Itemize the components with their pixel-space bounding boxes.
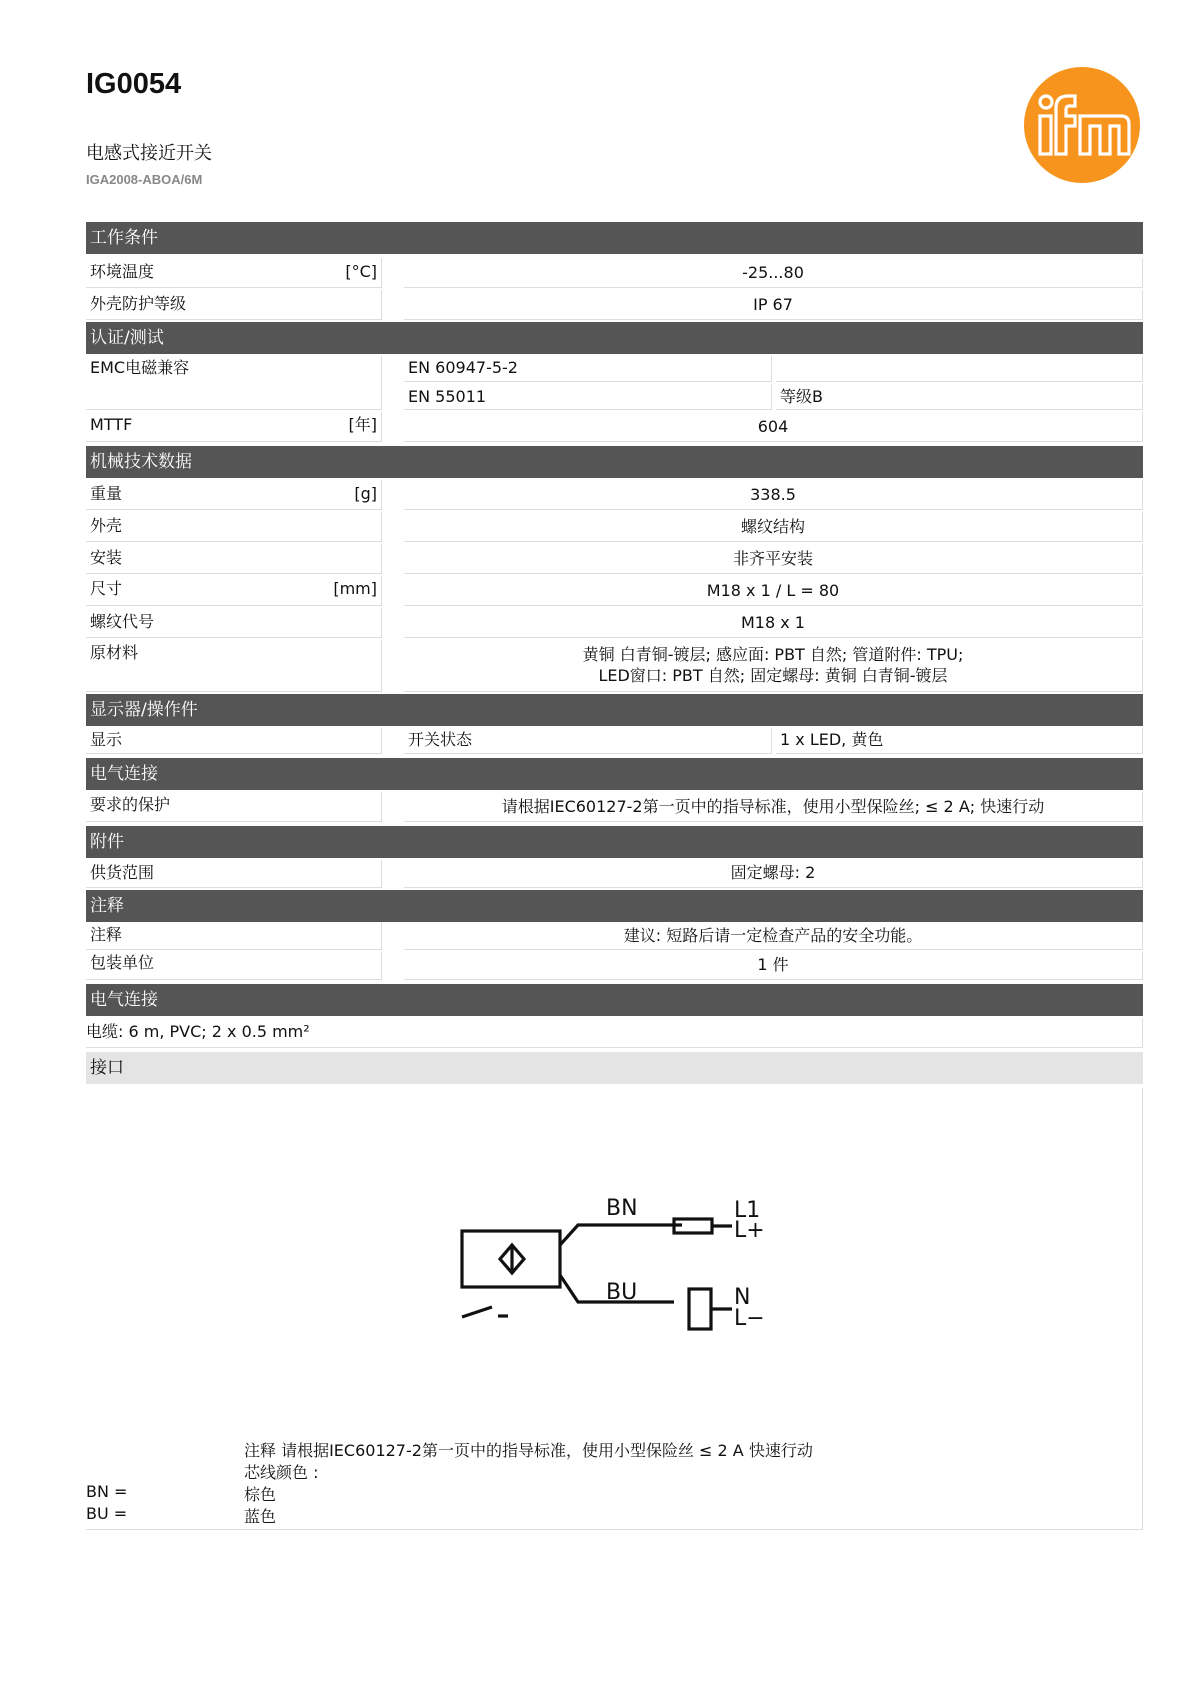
section-remarks: 注释 bbox=[86, 890, 1143, 922]
emc-standard-2-class: 等级B bbox=[776, 384, 1143, 410]
label-bn: BN bbox=[606, 1196, 638, 1221]
weight-unit: [g] bbox=[354, 484, 377, 503]
product-title: IG0054 bbox=[86, 68, 182, 100]
remarks-value: 建议: 短路后请一定检查产品的安全功能。 bbox=[404, 922, 1143, 950]
dimensions-value: M18 x 1 / L = 80 bbox=[404, 576, 1143, 606]
load-symbol bbox=[689, 1289, 711, 1329]
bu-color: 蓝色 bbox=[244, 1507, 277, 1526]
dimensions-text: 尺寸 bbox=[90, 579, 123, 598]
display-label: 显示 bbox=[86, 728, 382, 754]
mttf-unit: [年] bbox=[348, 415, 377, 434]
mounting-label: 安装 bbox=[86, 544, 382, 574]
ifm-logo bbox=[1023, 66, 1141, 184]
section-electrical-connection: 电气连接 bbox=[86, 984, 1143, 1016]
cable-spec: 电缆: 6 m, PVC; 2 x 0.5 mm² bbox=[86, 1018, 1143, 1048]
weight-label bbox=[86, 480, 382, 510]
mttf-label bbox=[86, 412, 382, 442]
section-display: 显示器/操作件 bbox=[86, 694, 1143, 726]
weight-value: 338.5 bbox=[404, 480, 1143, 510]
housing-label: 外壳 bbox=[86, 512, 382, 542]
product-subtitle: 电感式接近开关 bbox=[86, 143, 212, 164]
scope-value: 固定螺母: 2 bbox=[404, 860, 1143, 888]
bn-color: 棕色 bbox=[244, 1485, 277, 1504]
article-number: IGA2008-ABOA/6M bbox=[86, 172, 203, 187]
protection-label: 要求的保护 bbox=[86, 792, 382, 822]
thread-label: 螺纹代号 bbox=[86, 608, 382, 638]
ambient-temp-unit: [°C] bbox=[345, 262, 377, 281]
packing-unit-value: 1 件 bbox=[404, 952, 1143, 980]
emc-standard-2: EN 55011 bbox=[404, 384, 772, 410]
section-accessories: 附件 bbox=[86, 826, 1143, 858]
mttf-text: MTTF bbox=[90, 415, 133, 434]
dimensions-unit: [mm] bbox=[333, 579, 377, 598]
section-operating-conditions: 工作条件 bbox=[86, 222, 1143, 254]
emc-standard-1-class bbox=[776, 356, 1143, 382]
ambient-temp-text: 环境温度 bbox=[90, 262, 155, 281]
bu-key: BU = bbox=[86, 1504, 128, 1523]
packing-unit-label: 包装单位 bbox=[86, 952, 382, 980]
label-lplus: L+ bbox=[734, 1218, 765, 1243]
wiring-diagram bbox=[450, 1175, 790, 1355]
housing-value: 螺纹结构 bbox=[404, 512, 1143, 542]
bn-key: BN = bbox=[86, 1482, 128, 1501]
display-value: 1 x LED, 黄色 bbox=[776, 728, 1143, 754]
core-colors-label: 芯线颜色 : bbox=[244, 1463, 319, 1482]
dimensions-label bbox=[86, 576, 382, 606]
material-label: 原材料 bbox=[86, 640, 382, 692]
material-line-2: LED窗口: PBT 自然; 固定螺母: 黄铜 白青铜-镀层 bbox=[598, 666, 948, 685]
emc-label: EMC电磁兼容 bbox=[86, 356, 382, 410]
mttf-value: 604 bbox=[404, 412, 1143, 442]
display-state: 开关状态 bbox=[404, 728, 772, 754]
label-lminus: L− bbox=[734, 1306, 765, 1331]
label-n: N bbox=[734, 1285, 751, 1310]
ambient-temp-value: -25...80 bbox=[404, 258, 1143, 288]
interface-header: 接口 bbox=[86, 1052, 1143, 1084]
section-electrical: 电气连接 bbox=[86, 758, 1143, 790]
thread-value: M18 x 1 bbox=[404, 608, 1143, 638]
section-mechanical-data: 机械技术数据 bbox=[86, 446, 1143, 478]
bn-wire bbox=[560, 1225, 682, 1245]
remarks-label: 注释 bbox=[86, 922, 382, 950]
protection-value: 请根据IEC60127-2第一页中的指导标准，使用小型保险丝; ≤ 2 A; 快速行动 bbox=[404, 792, 1143, 822]
protection-rating-value: IP 67 bbox=[404, 290, 1143, 320]
diagram-note: 注释 请根据IEC60127-2第一页中的指导标准，使用小型保险丝 ≤ 2 A 快速行动 bbox=[244, 1441, 813, 1460]
material-value bbox=[404, 640, 1143, 692]
protection-rating-label: 外壳防护等级 bbox=[86, 290, 382, 320]
label-l1: L1 bbox=[734, 1198, 761, 1223]
weight-text: 重量 bbox=[90, 484, 123, 503]
section-approvals: 认证/测试 bbox=[86, 322, 1143, 354]
material-line-1: 黄铜 白青铜-镀层; 感应面: PBT 自然; 管道附件: TPU; bbox=[582, 645, 964, 664]
scope-label: 供货范围 bbox=[86, 860, 382, 888]
emc-standard-1: EN 60947-5-2 bbox=[404, 356, 772, 382]
label-bu: BU bbox=[606, 1280, 638, 1305]
mounting-value: 非齐平安装 bbox=[404, 544, 1143, 574]
ambient-temp-label bbox=[86, 258, 382, 288]
